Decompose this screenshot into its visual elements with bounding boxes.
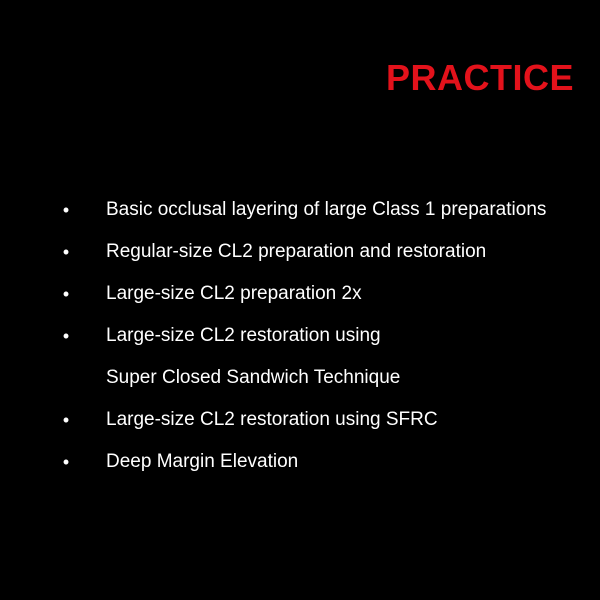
- list-item: [0, 402, 600, 444]
- list-item-text: Super Closed Sandwich Technique: [106, 367, 401, 388]
- list-item: [0, 234, 600, 276]
- list-item: [0, 192, 600, 234]
- list-item-text: Large-size CL2 preparation 2x: [106, 283, 362, 304]
- list-item: [0, 276, 600, 318]
- slide-title: PRACTICE: [385, 57, 574, 98]
- bullet-icon: •: [62, 284, 70, 304]
- list-item-text: Basic occlusal layering of large Class 1 preparations: [106, 199, 547, 220]
- list-item: [0, 318, 600, 360]
- bullet-icon: •: [62, 200, 70, 220]
- list-item-text: Large-size CL2 restoration using: [106, 325, 381, 346]
- bullet-icon: •: [62, 326, 70, 346]
- list-item-text: Deep Margin Elevation: [106, 451, 299, 472]
- bullet-icon: •: [62, 410, 70, 430]
- list-item-continuation: [0, 360, 600, 402]
- bullet-icon: •: [62, 242, 70, 262]
- list-item-text: Regular-size CL2 preparation and restoration: [106, 241, 487, 262]
- bullet-icon: •: [62, 452, 70, 472]
- practice-list: [0, 192, 600, 486]
- list-item-text: Large-size CL2 restoration using SFRC: [106, 409, 438, 430]
- list-item: [0, 444, 600, 486]
